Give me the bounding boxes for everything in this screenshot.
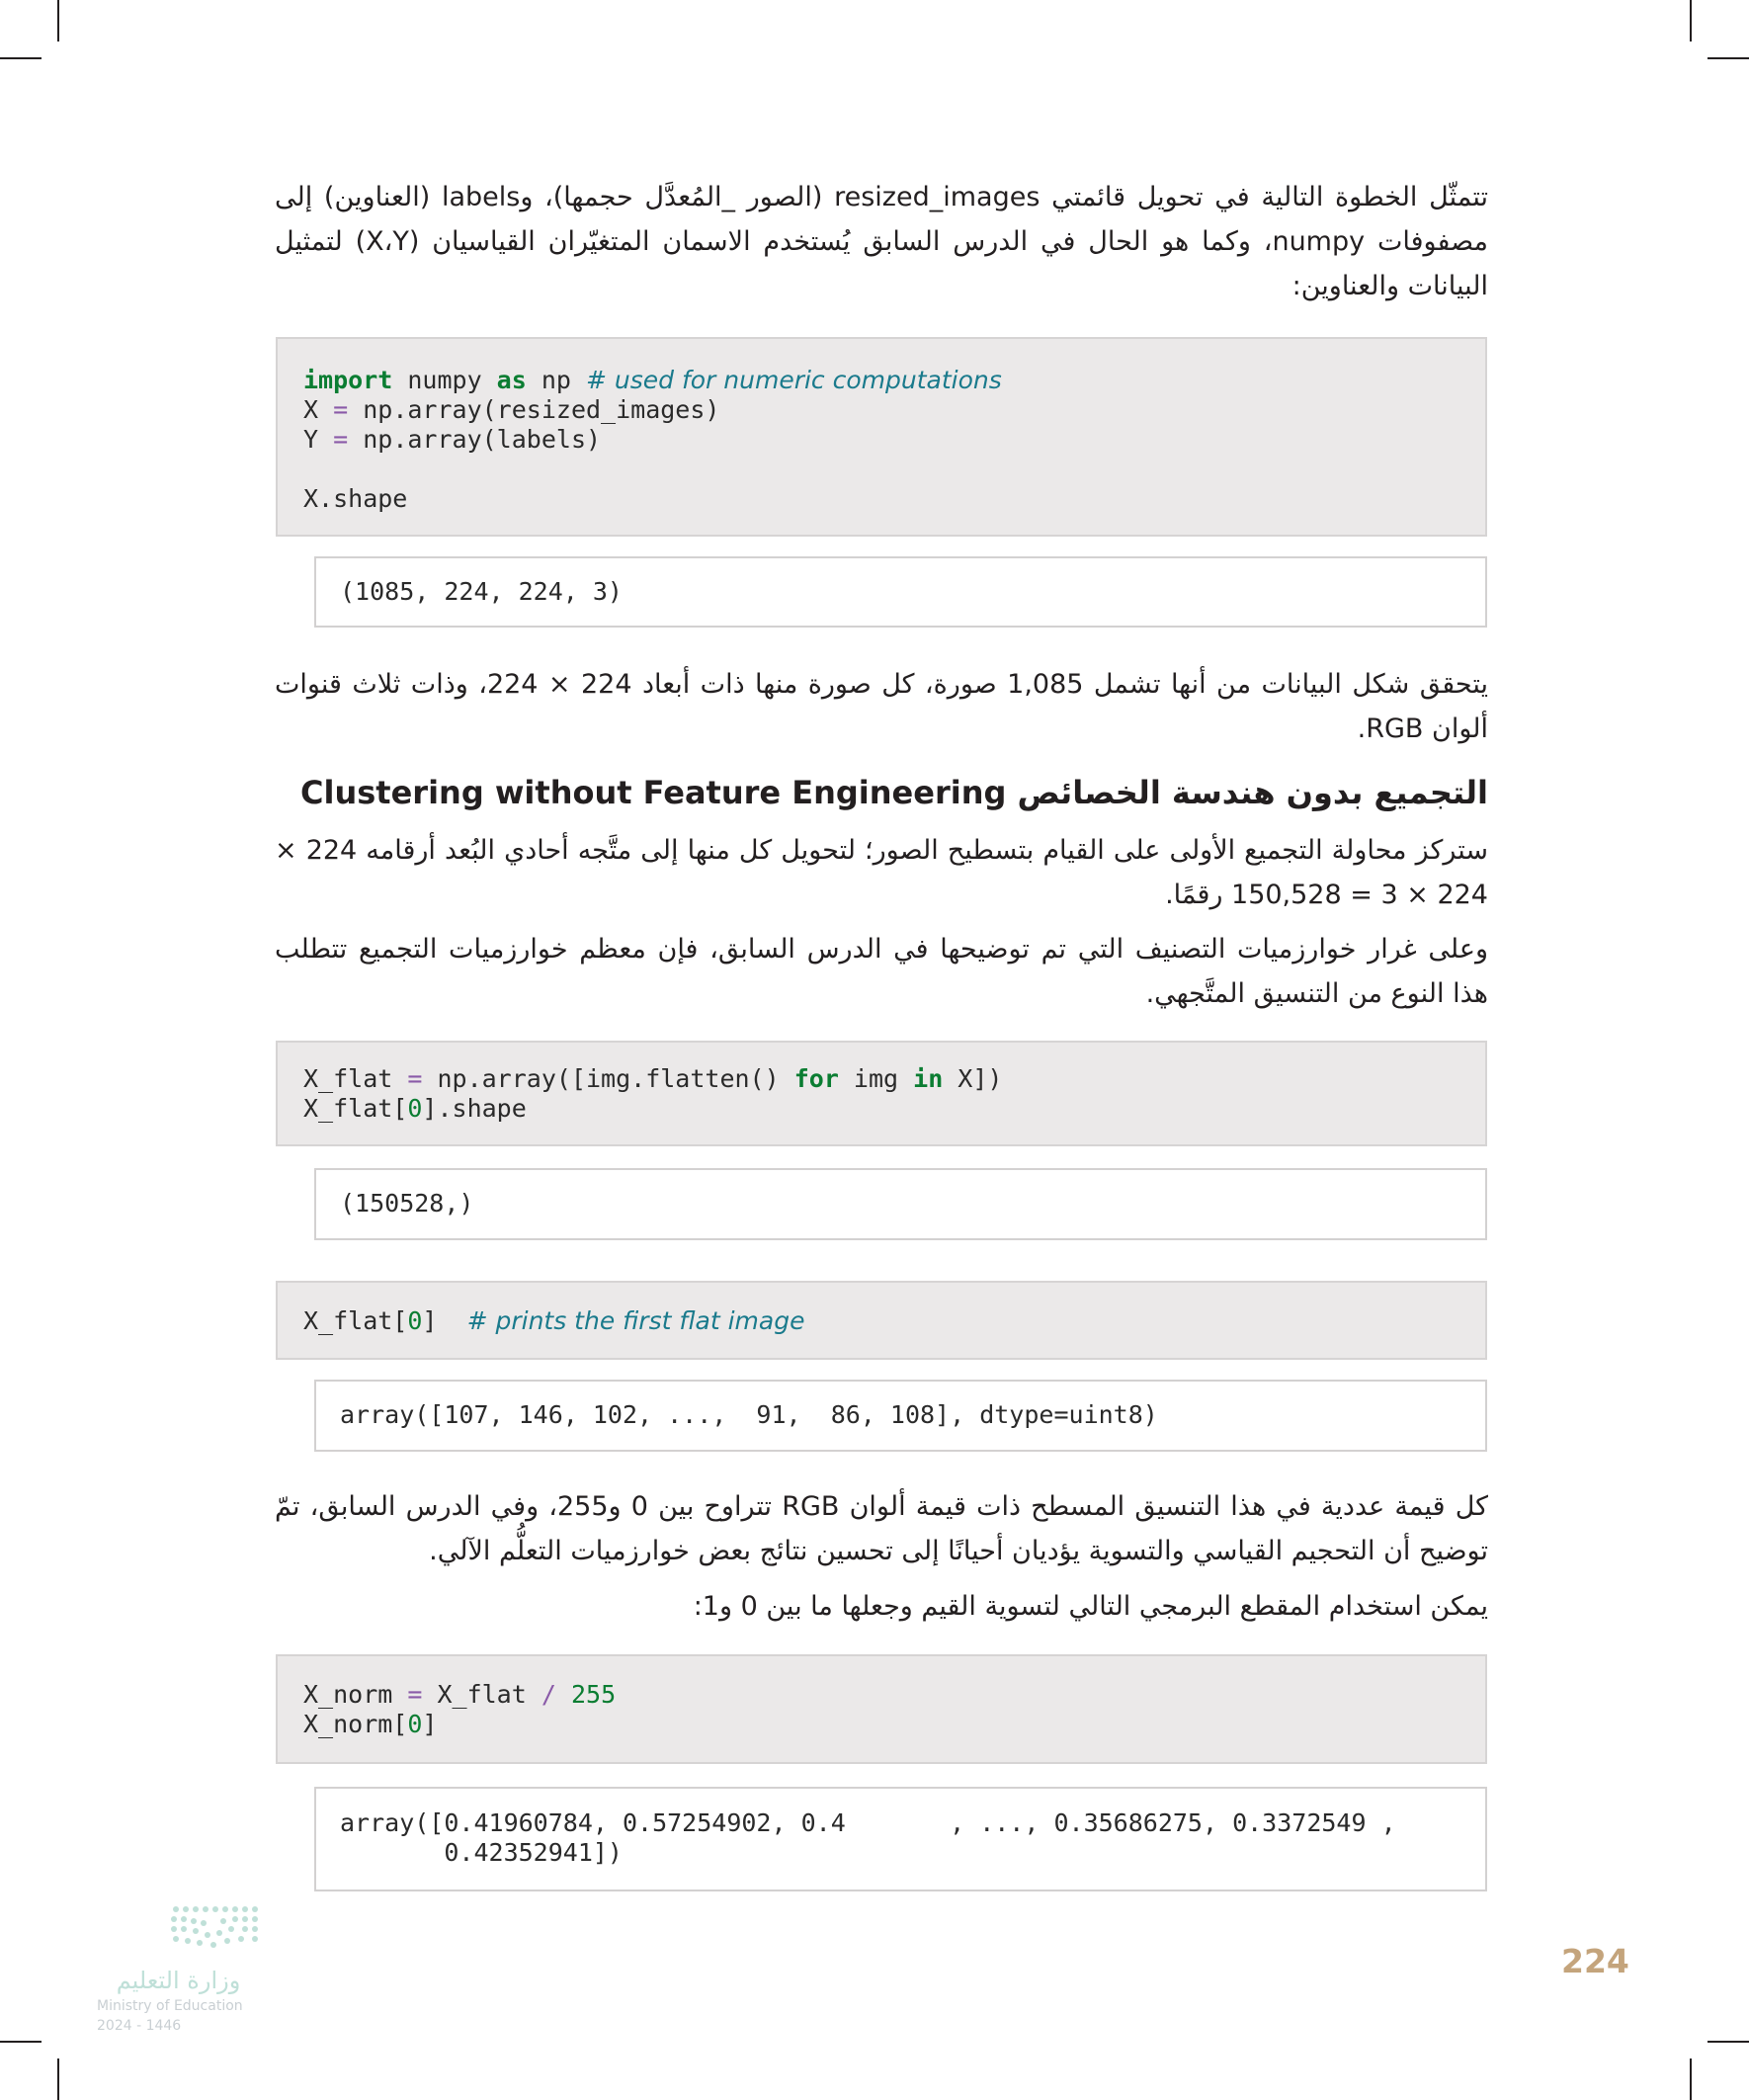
ministry-name-arabic: وزارة التعليم: [116, 1967, 241, 1994]
code-operator: =: [407, 1064, 423, 1093]
code-text: Y: [303, 425, 334, 454]
code-keyword: in: [913, 1064, 944, 1093]
output-block-flat-values: [314, 1380, 1487, 1452]
code-line: [303, 425, 1459, 455]
crop-mark: [1707, 57, 1749, 59]
code-text: X_flat: [303, 1064, 408, 1093]
vector-format-paragraph: وعلى غرار خوارزميات التصنيف التي تم توضيحها في الدرس السابق، فإن معظم خوارزميات التجميع تتطلب هذا النوع من التنسيق المتَّجهي.: [275, 934, 1488, 1009]
output-block-flat-shape: [314, 1168, 1487, 1240]
code-line: [303, 1710, 1459, 1739]
output-line: array([107, 146, 102, ..., 91, 86, 108], dtype=uint8): [340, 1400, 1158, 1429]
output-line: 0.42352941]): [340, 1838, 623, 1867]
section-heading: التجميع بدون هندسة الخصائص Clustering without Feature Engineering: [300, 774, 1488, 811]
code-operator: =: [333, 425, 349, 454]
code-keyword: for: [793, 1064, 839, 1093]
code-text: X_flat[: [303, 1306, 408, 1335]
code-text: X_flat: [422, 1680, 541, 1709]
code-block-first-flat-image: [276, 1281, 1487, 1360]
normalization-intro-paragraph: يمكن استخدام المقطع البرمجي التالي لتسوية القيم وجعلها ما بين 0 و1:: [693, 1591, 1488, 1622]
output-line: array([0.41960784, 0.57254902, 0.4 , ..., 0.35686275, 0.3372549 ,: [340, 1808, 1396, 1837]
crop-mark: [0, 2041, 42, 2043]
intro-paragraph: تتمثّل الخطوة التالية في تحويل قائمتي resized_images (الصور _المُعدَّل حجمها)، وlabels (العناوين) إلى مصفوفات numpy، وكما هو الحال في الدرس السابق يُستخدم الاسمان المتغيّران القياسيان (X،Y) لتمثيل البيانات والعناوين:: [275, 182, 1488, 301]
crop-mark: [0, 57, 42, 59]
code-text: [556, 1680, 571, 1709]
code-text: X: [303, 395, 334, 424]
code-number: 0: [407, 1710, 423, 1738]
crop-mark: [1690, 2058, 1692, 2100]
code-text: X_norm: [303, 1680, 408, 1709]
code-text: np.array(labels): [348, 425, 602, 454]
code-text: ]: [422, 1710, 438, 1738]
code-keyword: import: [303, 366, 393, 394]
rgb-range-paragraph: كل قيمة عددية في هذا التنسيق المسطح ذات قيمة ألوان RGB تتراوح بين 0 و255، وفي الدرس السابق، تمّ توضيح أن التحجيم القياسي والتسوية يؤديان أحيانًا إلى تحسين نتائج بعض خوارزميات التعلُّم الآلي.: [275, 1491, 1489, 1566]
code-comment: # used for numeric computations: [586, 366, 1002, 394]
code-operator: =: [407, 1680, 423, 1709]
code-text: ].shape: [422, 1094, 527, 1123]
code-number: 255: [570, 1680, 617, 1709]
code-line: [303, 1680, 1459, 1710]
shape-explanation-paragraph: يتحقق شكل البيانات من أنها تشمل 1,085 صورة، كل صورة منها ذات أبعاد 224 × 224، وذات ثلاث قنوات ألوان RGB.: [275, 669, 1488, 744]
code-text: np.array([img.flatten(): [422, 1064, 794, 1093]
output-block-shape: [314, 556, 1487, 628]
edition-year: 2024 - 1446: [97, 2018, 182, 2034]
code-line-blank: [303, 455, 1459, 484]
ministry-logo: [97, 1897, 260, 2036]
code-text: X.shape: [303, 484, 408, 513]
page-number: 224: [1561, 1942, 1629, 1980]
code-number: 0: [407, 1094, 423, 1123]
code-line: [303, 484, 1459, 514]
code-text: numpy: [392, 366, 497, 394]
code-block-normalize: [276, 1654, 1487, 1764]
output-line: (1085, 224, 224, 3): [340, 577, 623, 606]
code-comment: # prints the first flat image: [466, 1306, 805, 1335]
code-keyword: as: [496, 366, 527, 394]
code-line: [303, 1306, 1459, 1336]
code-block-flatten: [276, 1041, 1487, 1146]
code-text: np: [526, 366, 586, 394]
crop-mark: [57, 0, 59, 42]
code-line: [303, 1094, 1459, 1124]
crop-mark: [1690, 0, 1692, 42]
crop-mark: [57, 2058, 59, 2100]
code-number: 0: [407, 1306, 423, 1335]
output-block-normalized-values: [314, 1787, 1487, 1891]
code-line: [303, 366, 1459, 395]
code-text: np.array(resized_images): [348, 395, 720, 424]
output-line: (150528,): [340, 1189, 474, 1218]
code-text: ]: [422, 1306, 467, 1335]
ministry-logo-dots-icon: [97, 1897, 260, 1967]
code-text: X_norm[: [303, 1710, 408, 1738]
code-operator: /: [541, 1680, 556, 1709]
code-operator: =: [333, 395, 349, 424]
code-text: X]): [943, 1064, 1003, 1093]
ministry-name-english: Ministry of Education: [97, 1998, 243, 2014]
code-line: [303, 395, 1459, 425]
flatten-paragraph: ستركز محاولة التجميع الأولى على القيام بتسطيح الصور؛ لتحويل كل منها إلى متَّجه أحادي البُعد أرقامه 224 × 224 × 3 = 150,528 رقمًا.: [275, 835, 1488, 910]
code-block-numpy-arrays: [276, 337, 1487, 537]
code-text: img: [838, 1064, 914, 1093]
crop-mark: [1707, 2041, 1749, 2043]
code-text: X_flat[: [303, 1094, 408, 1123]
code-line: [303, 1064, 1459, 1094]
